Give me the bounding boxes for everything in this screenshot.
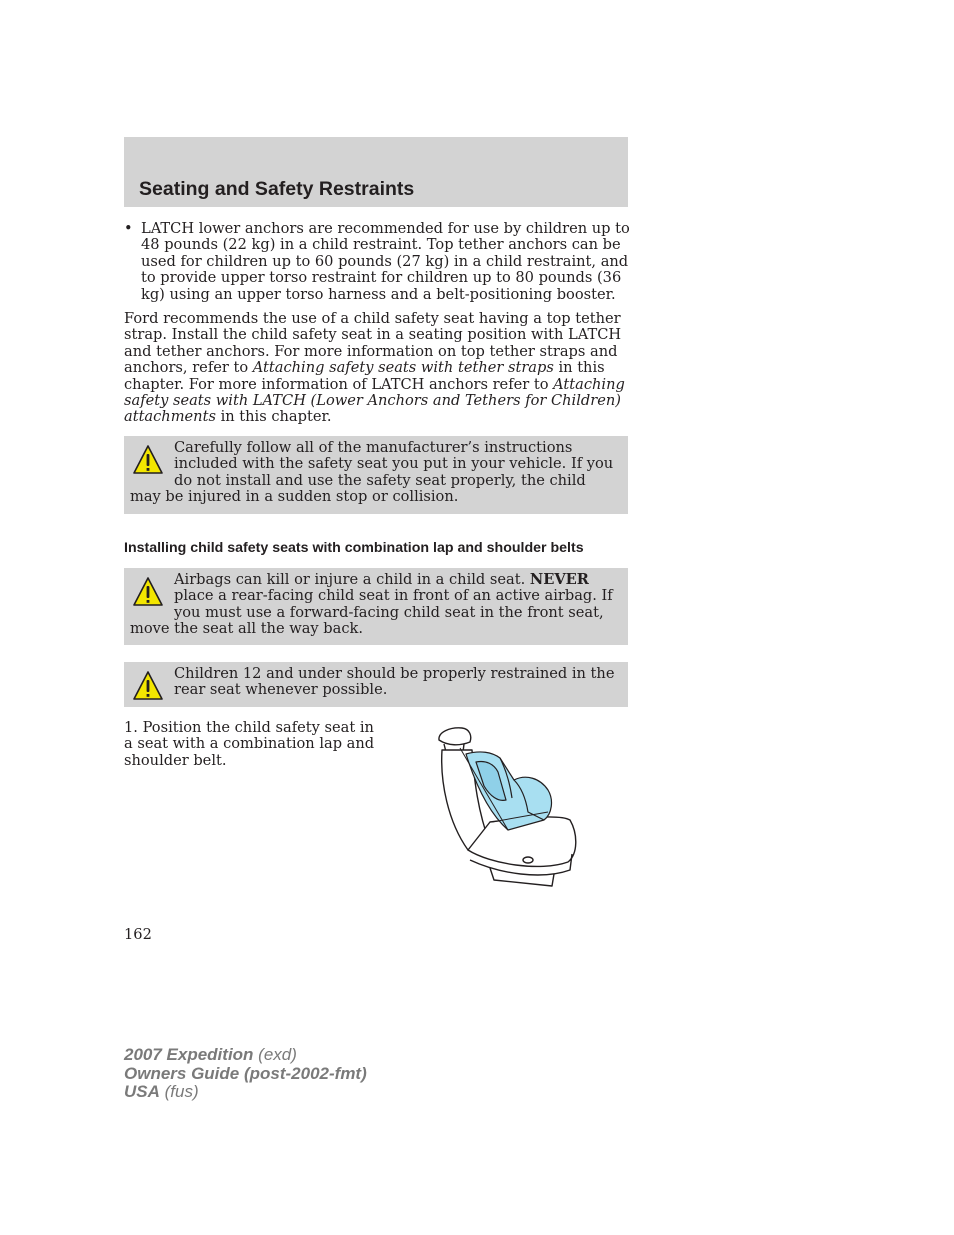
warning-text: Children 12 and under should be properly restrained in the rear seat whenever possible.: [174, 665, 615, 699]
paragraph-ref-1: Attaching safety seats with tether straps: [252, 359, 554, 377]
airbag-warning-box: [124, 568, 628, 645]
footer-line-3: [124, 1083, 367, 1102]
page-number: 162: [124, 926, 152, 943]
warning-text-before: Airbags can kill or injure a child in a child seat.: [174, 571, 530, 588]
section-title: Seating and Safety Restraints: [139, 178, 415, 200]
section-header: [124, 137, 628, 207]
paragraph-text-3: in this chapter.: [215, 408, 332, 426]
warning-emphasis: NEVER: [529, 571, 589, 588]
warning-triangle-icon: [132, 576, 164, 608]
footer: [124, 1046, 367, 1102]
warning-box: [124, 436, 628, 514]
step-1-text: 1. Position the child safety seat in a seat with a combination lap and shoulder belt.: [124, 719, 375, 769]
subheading: Installing child safety seats with combination lap and shoulder belts: [124, 540, 584, 556]
paragraph-text-1: Ford recommends the use of a child safety seat having a top tether strap. Install the child safety seat in a seating position with LATCH and tether anchors. For more information on top tether straps and anchors, refer to: [124, 310, 622, 377]
footer-line-1: [124, 1046, 367, 1065]
bullet-text: LATCH lower anchors are recommended for use by children up to 48 pounds (22 kg) in a child restraint. Top tether anchors can be used for children up to 60 pounds (27 kg) in a child restraint, and to provide upper torso restraint for children up to 80 pounds (36 kg) using an upper torso harness and a belt-positioning booster.: [141, 220, 630, 303]
footer-market: USA: [124, 1082, 160, 1101]
warning-text-after: place a rear-facing child seat in front of an active airbag. If you must use a forward-facing child seat in the front seat, move the seat all the way back.: [130, 587, 613, 638]
paragraph-ref-2: Attaching safety seats with LATCH (Lower Anchors and Tethers for Children) attachments: [124, 375, 625, 426]
body-paragraph: [124, 311, 630, 426]
child-seat-illustration: [430, 722, 590, 892]
footer-market-code: (fus): [159, 1082, 199, 1101]
bullet-item: [124, 221, 630, 303]
warning-text: Carefully follow all of the manufacturer’s instructions included with the safety seat you put in your vehicle. If you do not install and use the safety seat properly, the child may be injured in a sudden stop or collision.: [130, 439, 614, 506]
footer-line-2: [124, 1065, 367, 1084]
paragraph-text-2: in this chapter. For more information of LATCH anchors refer to: [124, 359, 605, 393]
rear-seat-warning-box: [124, 662, 628, 707]
bullet-marker: •: [124, 220, 133, 237]
footer-model: 2007 Expedition: [124, 1045, 254, 1064]
footer-guide: Owners Guide (post-2002-fmt): [124, 1063, 367, 1083]
warning-triangle-icon: [132, 444, 164, 476]
footer-model-code: (exd): [253, 1045, 297, 1064]
warning-triangle-icon: [132, 670, 164, 702]
